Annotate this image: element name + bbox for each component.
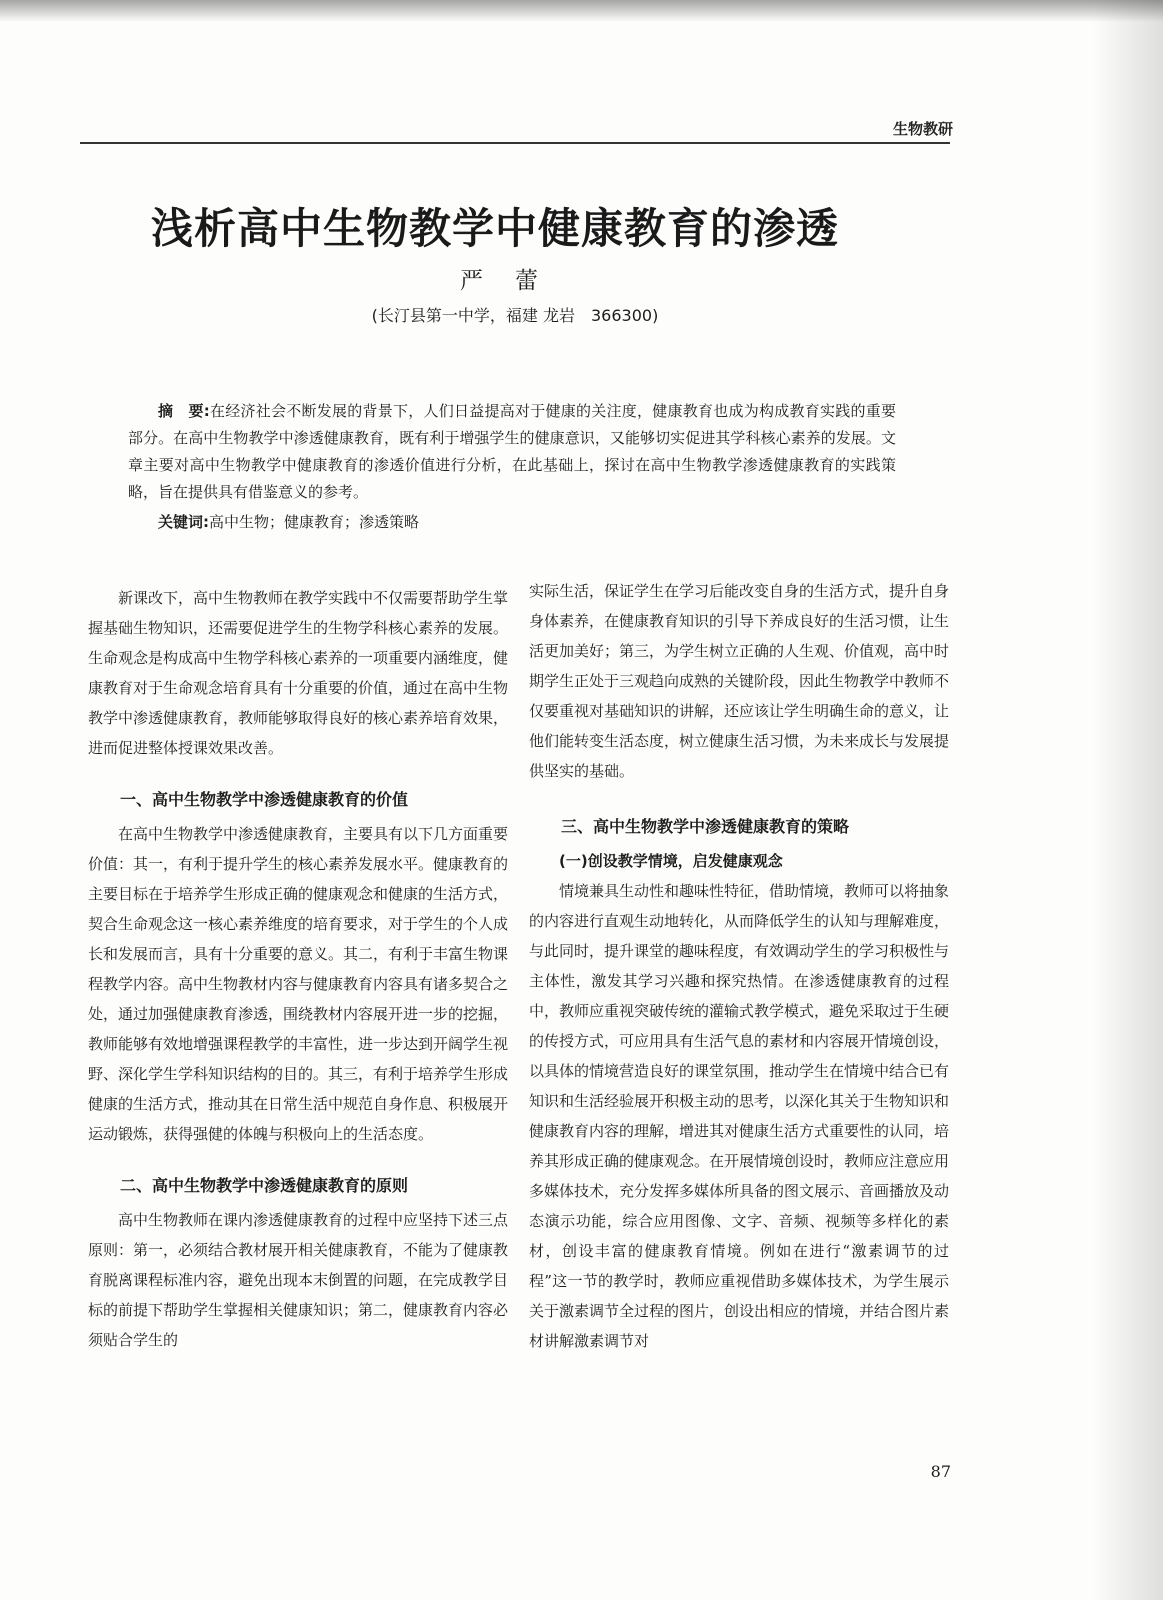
- subsection-1-paragraph: 情境兼具生动性和趣味性特征，借助情境，教师可以将抽象的内容进行直观生动地转化，从而降低学生的认知与理解难度，与此同时，提升课堂的趣味程度，有效调动学生的学习积极性与主体性，激发其学习兴趣和探究热情。在渗透健康教育的过程中，教师应重视突破传统的灌输式教学模式，避免采取过于生硬的传授方式，可应用具有生活气息的素材和内容展开情境创设，以具体的情境营造良好的课堂氛围，推动学生在情境中结合已有知识和生活经验展开积极主动的思考，以深化其关于生物知识和健康教育内容的理解，增进其对健康生活方式重要性的认同，培养其形成正确的健康观念。在开展情境创设时，教师应注意应用多媒体技术，充分发挥多媒体所具备的图文展示、音画播放及动态演示功能，综合应用图像、文字、音频、视频等多样化的素材，创设丰富的健康教育情境。例如在进行“激素调节的过程”这一节的教学时，教师应重视借助多媒体技术，为学生展示关于激素调节全过程的图片，创设出相应的情境，并结合图片素材讲解激素调节对: [529, 882, 950, 1350]
- right-column: [529, 576, 949, 1356]
- running-head: 生物教研: [892, 120, 953, 138]
- intro-paragraph: 新课改下，高中生物教师在教学实践中不仅需要帮助学生掌握基础生物知识，还需要促进学生的生物学科核心素养的发展。生命观念是构成高中生物学科核心素养的一项重要内涵维度，健康教育对于生命观念培育具有十分重要的价值，通过在高中生物教学中渗透健康教育，教师能够取得良好的核心素养培育效果，进而促进整体授课效果改善。: [88, 589, 509, 757]
- section-1-heading: 一、高中生物教学中渗透健康教育的价值: [120, 790, 409, 809]
- scan-top-shadow: [0, 0, 1163, 22]
- abstract-label: 摘 要:: [158, 402, 210, 420]
- section-3-heading: 三、高中生物教学中渗透健康教育的策略: [561, 817, 850, 836]
- author-name: 严蕾: [460, 268, 570, 294]
- article-title: 浅析高中生物教学中健康教育的渗透: [150, 204, 839, 253]
- keywords-text: 高中生物；健康教育；渗透策略: [209, 513, 420, 531]
- section-2-heading: 二、高中生物教学中渗透健康教育的原则: [120, 1176, 409, 1195]
- keywords-label: 关键词:: [158, 513, 209, 531]
- abstract-text: 在经济社会不断发展的背景下，人们日益提高对于健康的关注度，健康教育也成为构成教育实践的重要部分。在高中生物教学中渗透健康教育，既有利于增强学生的健康意识，又能够切实促进其学科核心素养的发展。文章主要对高中生物教学中健康教育的渗透价值进行分析，在此基础上，探讨在高中生物教学渗透健康教育的实践策略，旨在提供具有借鉴意义的参考。: [128, 402, 896, 501]
- section-1-paragraph: 在高中生物教学中渗透健康教育，主要具有以下几方面重要价值：其一，有利于提升学生的核心素养发展水平。健康教育的主要目标在于培养学生形成正确的健康观念和健康的生活方式，契合生命观念这一核心素养维度的培育要求，对于学生的个人成长和发展而言，具有十分重要的意义。其二，有利于丰富生物课程教学内容。高中生物教材内容与健康教育内容具有诸多契合之处，通过加强健康教育渗透，围绕教材内容展开进一步的挖掘，教师能够有效地增强课程教学的丰富性，进一步达到开阔学生视野、深化学生学科知识结构的目的。其三，有利于培养学生形成健康的生活方式，推动其在日常生活中规范自身作息、积极展开运动锻炼，获得强健的体魄与积极向上的生活态度。: [88, 825, 509, 1143]
- section-2-continuation: 实际生活，保证学生在学习后能改变自身的生活方式，提升自身身体素养，在健康教育知识的引导下养成良好的生活习惯，让生活更加美好；第三，为学生树立正确的人生观、价值观，高中时期学生正处于三观趋向成熟的关键阶段，因此生物教学中教师不仅要重视对基础知识的讲解，还应该让学生明确生命的意义，让他们能转变生活态度，树立健康生活习惯，为未来成长与发展提供坚实的基础。: [529, 582, 950, 780]
- page-number: 87: [930, 1462, 951, 1481]
- header-rule: [80, 142, 950, 144]
- keywords: [158, 511, 419, 532]
- left-column: [88, 583, 508, 1355]
- scan-edge-shadow: [1093, 0, 1163, 1600]
- section-2-paragraph: 高中生物教师在课内渗透健康教育的过程中应坚持下述三点原则：第一，必须结合教材展开相关健康教育，不能为了健康教育脱离课程标准内容，避免出现本末倒置的问题，在完成教学目标的前提下帮助学生掌握相关健康知识；第二，健康教育内容必须贴合学生的: [88, 1211, 509, 1349]
- subsection-1-heading: (一)创设教学情境，启发健康观念: [559, 852, 783, 870]
- author-affiliation: (长汀县第一中学，福建 龙岩 366300): [371, 306, 659, 325]
- abstract: [128, 398, 896, 506]
